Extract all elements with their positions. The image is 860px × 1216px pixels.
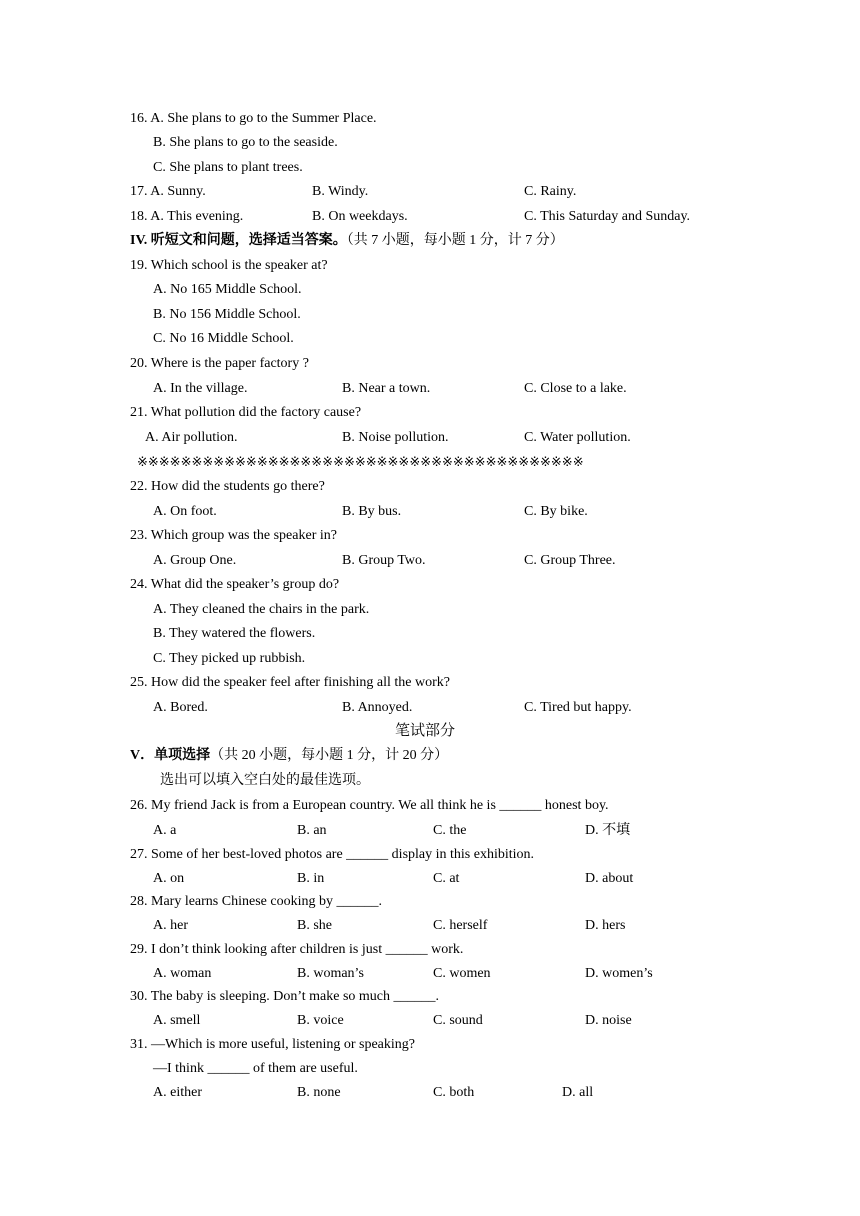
option-19-a: A. No 165 Middle School. — [153, 282, 302, 297]
option-27-a: A. on — [153, 871, 185, 886]
option-16-c: C. She plans to plant trees. — [153, 160, 303, 175]
option-21-a: A. Air pollution. — [145, 430, 238, 445]
question-20: 20. Where is the paper factory ? — [130, 356, 309, 371]
option-22-b: B. By bus. — [342, 504, 402, 519]
question-29: 29. I don’t think looking after children is just ______ work. — [130, 942, 464, 957]
separator-line: ※※※※※※※※※※※※※※※※※※※※※※※※※※※※※※※※※※※※※※※※※ — [137, 454, 584, 469]
option-30-d: D. noise — [585, 1013, 632, 1028]
section-4-heading: IV. 听短文和问题，选择适当答案。 — [130, 233, 347, 248]
option-26-d: D. 不填 — [585, 823, 631, 838]
question-17: 17. A. Sunny. — [130, 184, 206, 199]
option-27-b: B. in — [297, 871, 325, 886]
option-24-a: A. They cleaned the chairs in the park. — [153, 602, 370, 617]
question-21: 21. What pollution did the factory cause? — [130, 405, 362, 420]
option-31-a: A. either — [153, 1085, 202, 1100]
option-30-a: A. smell — [153, 1013, 201, 1028]
option-25-c: C. Tired but happy. — [524, 700, 632, 715]
question-18: 18. A. This evening. — [130, 209, 244, 224]
option-16-b: B. She plans to go to the seaside. — [153, 135, 338, 150]
option-28-c: C. herself — [433, 918, 488, 933]
option-28-b: B. she — [297, 918, 332, 933]
option-27-d: D. about — [585, 871, 634, 886]
option-17-c: C. Rainy. — [524, 184, 577, 199]
option-23-a: A. Group One. — [153, 553, 237, 568]
question-31: 31. —Which is more useful, listening or speaking? — [130, 1037, 415, 1052]
option-28-d: D. hers — [585, 918, 626, 933]
question-24: 24. What did the speaker’s group do? — [130, 577, 340, 592]
question-22: 22. How did the students go there? — [130, 479, 325, 494]
question-31-reply: —I think ______ of them are useful. — [153, 1061, 358, 1076]
option-17-b: B. Windy. — [312, 184, 369, 199]
option-26-c: C. the — [433, 823, 467, 838]
option-20-b: B. Near a town. — [342, 381, 431, 396]
option-29-b: B. woman’s — [297, 966, 364, 981]
option-28-a: A. her — [153, 918, 188, 933]
question-28: 28. Mary learns Chinese cooking by ______. — [130, 894, 382, 909]
question-26: 26. My friend Jack is from a European country. We all think he is ______ honest boy. — [130, 798, 609, 813]
option-30-b: B. voice — [297, 1013, 344, 1028]
option-23-b: B. Group Two. — [342, 553, 426, 568]
option-24-c: C. They picked up rubbish. — [153, 651, 306, 666]
option-19-c: C. No 16 Middle School. — [153, 331, 294, 346]
section-5-header — [130, 747, 448, 765]
option-25-a: A. Bored. — [153, 700, 208, 715]
option-30-c: C. sound — [433, 1013, 483, 1028]
option-18-c: C. This Saturday and Sunday. — [524, 209, 691, 224]
option-27-c: C. at — [433, 871, 460, 886]
option-31-b: B. none — [297, 1085, 341, 1100]
option-29-c: C. women — [433, 966, 491, 981]
section-5-instruction: 选出可以填入空白处的最佳选项。 — [160, 773, 370, 788]
question-23: 23. Which group was the speaker in? — [130, 528, 337, 543]
question-16: 16. A. She plans to go to the Summer Place. — [130, 111, 377, 126]
section-5-note: （共 20 小题，每小题 1 分，计 20 分） — [210, 748, 449, 763]
option-21-b: B. Noise pollution. — [342, 430, 449, 445]
section-5-heading: V．单项选择 — [130, 748, 211, 763]
option-20-c: C. Close to a lake. — [524, 381, 627, 396]
option-19-b: B. No 156 Middle School. — [153, 307, 301, 322]
option-22-a: A. On foot. — [153, 504, 217, 519]
written-part-title: 笔试部分 — [395, 723, 456, 739]
question-19: 19. Which school is the speaker at? — [130, 258, 328, 273]
question-27: 27. Some of her best-loved photos are ______ display in this exhibition. — [130, 847, 535, 862]
option-24-b: B. They watered the flowers. — [153, 626, 316, 641]
option-22-c: C. By bike. — [524, 504, 588, 519]
option-18-b: B. On weekdays. — [312, 209, 408, 224]
option-29-a: A. woman — [153, 966, 212, 981]
option-26-a: A. a — [153, 823, 177, 838]
question-30: 30. The baby is sleeping. Don’t make so much ______. — [130, 989, 439, 1004]
option-20-a: A. In the village. — [153, 381, 248, 396]
option-26-b: B. an — [297, 823, 327, 838]
section-4-header — [130, 232, 564, 250]
option-23-c: C. Group Three. — [524, 553, 616, 568]
option-31-d: D. all — [562, 1085, 594, 1100]
question-25: 25. How did the speaker feel after finishing all the work? — [130, 675, 450, 690]
option-31-c: C. both — [433, 1085, 475, 1100]
option-21-c: C. Water pollution. — [524, 430, 631, 445]
section-4-note: （共 7 小题，每小题 1 分，计 7 分） — [346, 233, 564, 248]
option-25-b: B. Annoyed. — [342, 700, 413, 715]
option-29-d: D. women’s — [585, 966, 653, 981]
